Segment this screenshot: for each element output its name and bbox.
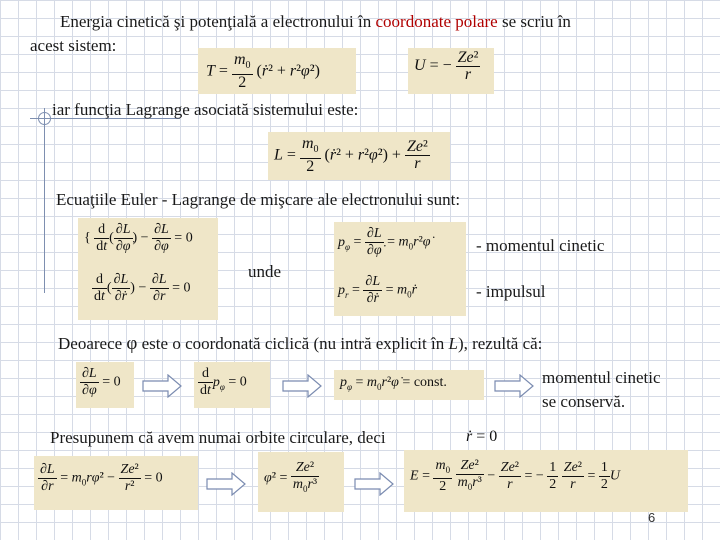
- intro-line-1: [60, 12, 571, 32]
- intro-text-end: se scriu în: [497, 12, 571, 31]
- phi-symbol: φ: [126, 333, 138, 354]
- arrow-right-icon: [206, 472, 246, 496]
- cyclic-post: ), rezultă că:: [457, 334, 543, 353]
- angular-momentum-note: - momentul cinetic: [476, 236, 605, 255]
- linear-momentum-note: - impulsul: [476, 282, 546, 301]
- momentum-phi: $p_\varphi$ = $\frac{\partial L}{\partial\varphi̇}$ = $m_0r^2\varphi̇$: [338, 226, 431, 258]
- rule-ornament: [38, 112, 51, 125]
- dp-dt-zero-math: $\frac{d}{dt}$ $p_\varphi = 0$: [200, 366, 247, 398]
- conserved-line-1: momentul cinetic: [542, 368, 661, 387]
- lagrange-intro: iar funcţia Lagrange asociată sistemului este:: [52, 100, 359, 119]
- arrow-right-icon: [142, 374, 182, 398]
- cyclic-pre: Deoarece: [58, 334, 127, 353]
- angular-momentum-const-math: $p_\varphi$ = $m_0r^2\varphi̇$ = const.: [340, 375, 447, 392]
- dl-dphi-zero-math: $\frac{\partial L}{\partial\varphi}$ = 0: [82, 366, 121, 398]
- euler-lagrange-intro: Ecuaţiile Euler - Lagrange de mişcare ale electronului sunt:: [56, 190, 461, 209]
- arrow-right-icon: [354, 472, 394, 496]
- potential-energy-math: U = − $\frac{\text{Ze²}}{r}$: [414, 49, 479, 83]
- page-number: 6: [648, 510, 656, 525]
- arrow-right-icon: [282, 374, 322, 398]
- euler-eq-r: $\frac{d}{dt}$ ( $\frac{\partial L}{\partial ṙ}$ ) − $\frac{\partial L}{\partial r}$ = 0: [94, 272, 191, 304]
- arrow-right-icon: [494, 374, 534, 398]
- intro-line-2: acest sistem:: [30, 36, 117, 55]
- lagrangian-symbol: L: [448, 334, 458, 353]
- kinetic-energy-math: T = $\frac{m_0}{2}$ (ṙ² + r²φ̇²): [206, 51, 320, 92]
- left-rule: [44, 108, 45, 293]
- circular-orbits-sentence: Presupunem că avem numai orbite circulare, deci: [50, 428, 386, 447]
- lagrangian-math: L = $\frac{m_0}{2}$ (ṙ² + r²φ̇²) + $\frac{\text{Ze²}}{r}$: [274, 135, 428, 176]
- momentum-r: $p_r$ = $\frac{\partial L}{\partial ṙ}$ = $m_0ṙ$: [338, 274, 418, 306]
- conserved-line-2: se conservă.: [542, 392, 626, 411]
- rdot-zero-math: ṙ = 0: [466, 428, 498, 445]
- intro-text: Energia cinetică şi potenţială a electronului în: [60, 12, 376, 31]
- polar-coordinates-highlight: coordonate polare: [375, 12, 498, 31]
- cyclic-mid: este o coordonată ciclică (nu intră explicit în: [137, 334, 449, 353]
- phidot-squared-math: φ̇² = $\frac{\text{Ze²}}{m_0r^3}$: [264, 460, 318, 494]
- euler-eq-phi: { $\frac{d}{dt}$ ( $\frac{\partial L}{\partial\varphi̇}$ ) − $\frac{\partial L}{\partial\varphi}$ = 0: [84, 222, 193, 254]
- cyclic-coordinate-sentence: [58, 334, 542, 354]
- unde-label: unde: [248, 262, 282, 281]
- radial-equation-math: $\frac{\partial L}{\partial r}$ = $m_0r\varphi̇^2$ − $\frac{\text{Ze²}}{\text{r²}}$ = 0: [40, 462, 163, 494]
- total-energy-math: E = $\frac{m_0}{2}$ $\frac{\text{Ze²}}{m_0r^3}$ − $\frac{\text{Ze²}}{r}$ = − $\frac{1}{2}$ $\frac{\text{Ze²}}{r}$ = $\frac{1}{2}$ U: [410, 458, 621, 494]
